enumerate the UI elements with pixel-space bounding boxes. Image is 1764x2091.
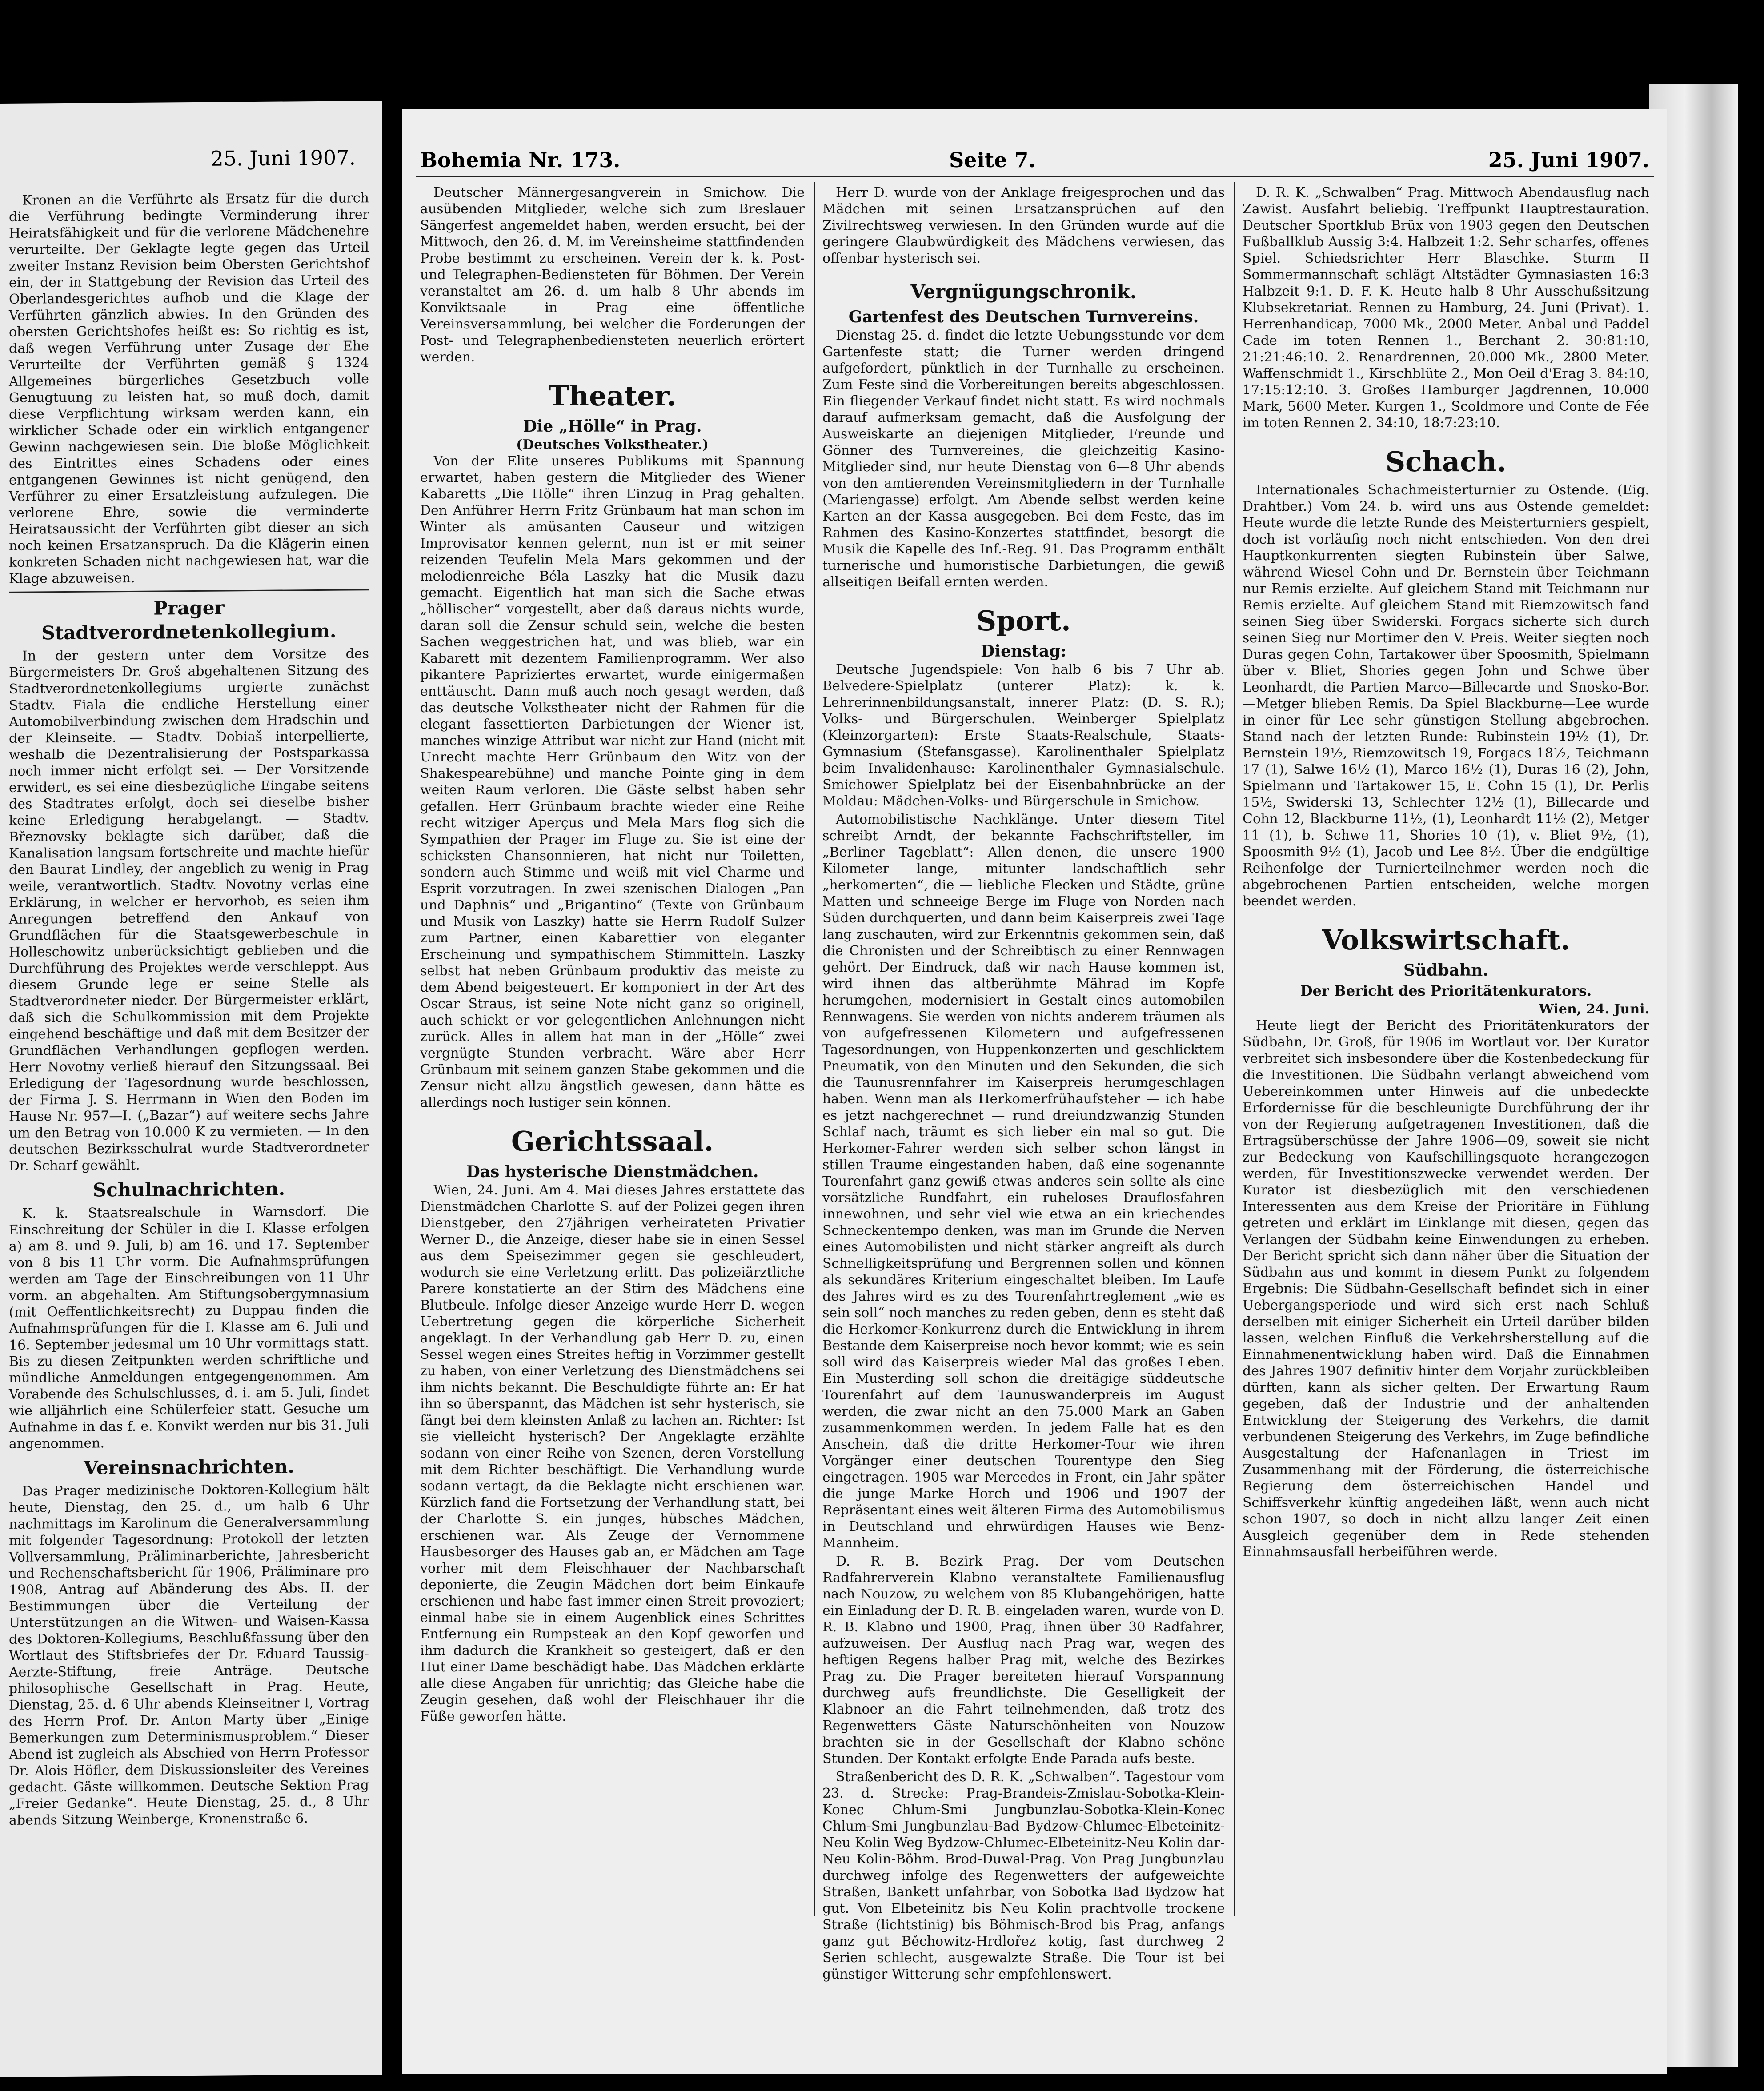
article-text: Internationales Schachmeisterturnier zu Ostende. (Eig. Drahtber.) Vom 24. b. wird uns aus Ostende gemeldet: Heute wurde die letzte Runde des Meisterturniers gespielt, doch ist vorläufig noch nicht entschieden. Von den drei Hauptkonkurrenten siegten Rubinstein über Salwe, während Wiesel Cohn und Dr. Bernstein über Teichmann nur Remis erzielte. Auf gleichem Stand mit Teichmann nur Remis erzielte. Auf gleichem Stand mit Riemzowitsch fand seinen Sieg über Swiderski. Forgacs sicherte sich durch seinen Sieg nur Mortimer den V. Preis. Weiter siegten noch Duras gegen Cohn, Tartakower über Spoosmith, Spielmann über v. Bliet, Shories gegen John und Schwe über Leonhardt, die Partien Marco—Billecarde und Snosko-Bor.—Metger blieben Remis. Da Spiel Blackburne—Lee wurde in einer für Lee sehr günstigen Stellung abgebrochen. Stand nach der letzten Runde: Rubinstein 19½ (1), Dr. Bernstein 19½, Riemzowitsch 19, Forgacs 18½, Teichmann 17 (1), Salwe 16½ (1), Marco 16½ (1), Duras 16 (2), John, Spielmann und Tartakower 15, E. Cohn 15 (1), Dr. Perlis 15½, Swiderski 13, Schlechter 12½ (1), Billecarde und Cohn 12, Blackburne 11½, (1), Leonhardt 11½ (2), Metger 11 (1), b. Schwe 11, Shories 10 (1), v. Bliet 9½, (1), Spoosmith 9½ (1), Jacob und Lee 8½. Über die endgültige Reihenfolge der Turnierteilnehmer werden noch die abgebrochenen Partien entscheiden, welche morgen beendet werden.: [1243, 482, 1649, 909]
article-title: Dienstag:: [981, 642, 1066, 661]
header-rule: [416, 176, 1654, 177]
article-dateline: Wien, 24. Juni.: [1539, 1001, 1649, 1017]
article-title: Die „Hölle“ in Prag.: [523, 417, 702, 436]
column-rule: [814, 182, 815, 1916]
section-heading: Prager Stadtverordnetenkollegium.: [41, 597, 337, 644]
previous-page-date: 25. Juni 1907.: [210, 145, 356, 171]
masthead: Bohemia Nr. 173.: [420, 148, 621, 172]
column-2: [822, 184, 1225, 2051]
column-1: [420, 184, 805, 2051]
page-number: Seite 7.: [949, 148, 1036, 172]
article-text: Dienstag 25. d. findet die letzte Uebungsstunde vor dem Gartenfeste statt; die Turner werden dringend aufgefordert, pünktlich in der Turnhalle zu erscheinen. Zum Feste sind die Vorbereitungen bereits abgeschlossen. Ein fliegender Verkauf findet nicht statt. Es wird nochmals darauf aufmerksam gemacht, daß die Ausfolgung der Ausweiskarte an diejenigen Mitglieder, Freunde und Gönner des Turnvereines, die gleichzeitig Kasino-Mitglieder sind, nur heute Dienstag von 6—8 Uhr abends von den amtierenden Vereinsmitgliedern in der Turnhalle (Mariengasse) erfolgt. Am Abende selbst werden keine Karten an der Kassa ausgegeben. Bei dem Feste, das im Rahmen des Kasino-Konzertes stattfindet, besorgt die Musik die Kapelle des Inf.-Reg. 91. Das Programm enthält turnerische und humoristische Darbietungen, die gewiß allseitigen Beifall ernten werden.: [822, 328, 1225, 590]
section-heading-amusement: Vergnügungschronik.: [910, 281, 1137, 303]
article-text: Straßenbericht des D. R. K. „Schwalben“. Tagestour vom 23. d. Strecke: Prag-Brandeis-Zmislau-Sobotka-Klein-Konec Chlum-Smi Jungbunzlau-Sobotka-Klein-Konec Chlum-Smi Jungbunzlau-Bad Bydzow-Chlumec-Elbeteinitz-Neu Kolin Weg Bydzow-Chlumec-Elbeteinitz-Neu Kolin dar-Neu Kolin-Böhm. Brod-Duwal-Prag. Von Prag Jungbunzlau durchweg infolge des Regenwetters der aufgeweichte Straßen, Bankett unfahrbar, von Sobotka Bad Bydzow hat gut. Von Elbeteinitz bis Neu Kolin prachtvolle trockene Straße (lichtstinig) bis Böhmisch-Brod bis Prag, anfangs ganz gut Běchowitz-Hrdlořez kotig, fast durchweg 2 Serien schlecht, ausgewalzte Straße. Die Tour ist bei günstiger Witterung sehr empfehlenswert.: [822, 1769, 1225, 1982]
section-heading-court: Gerichtssaal.: [511, 1125, 714, 1158]
newspaper-page: [402, 109, 1667, 2074]
divider: [9, 589, 369, 593]
article-title: Gartenfest des Deutschen Turnvereins.: [848, 308, 1199, 326]
article-text: Von der Elite unseres Publikums mit Spannung erwartet, haben gestern die Mitglieder des Wiener Kabaretts „Die Hölle“ ihren Einzug in Prag gehalten. Den Anführer Herrn Fritz Grünbaum hat man schon im Winter als amüsanten Causeur und witzigen Improvisator kennen gelernt, nun ist er mit seiner reizenden Teufelin Mela Mars gekommen und der melodienreiche Béla Laszky hat die Musik dazu gemacht. Eigentlich hat man sich die Sache etwas „höllischer“ vorgestellt, aber daß daraus nichts wurde, daran soll die Zensur schuld sein, welche die besten Sachen weggestrichen hat, und was blieb, war ein Kabarett mit dezentem Familienprogramm. Wer also pikantere Papriziertes erwartet, wurde einigermaßen enttäuscht. Dann muß auch noch gesagt werden, daß das deutsche Volkstheater nicht der Rahmen für die elegant fassettierten Darbietungen der Wiener ist, manches winzige Attribut war nicht zur Hand (nicht mit Unrecht machte Herr Grünbaum den Witz von der Shakespearebühne) und manche Pointe ging in dem weiten Raum verloren. Die Gäste selbst haben sehr gefallen. Herr Grünbaum brachte wieder eine Reihe recht witziger Aperçus und Mela Mars flog sich die Sympathien der Prager im Fluge zu. Sie ist eine der schicksten Chansonnieren, hat nicht nur Toiletten, sondern auch Stimme und weiß mit viel Charme und Esprit vorzutragen. In zwei szenischen Dialogen „Pan und Daphnis“ und „Brigantino“ (Texte von Grünbaum und Musik von Laszky) hatte sie Herrn Rudolf Sulzer zum Partner, einen Kabarettier von eleganter Erscheinung und sympathischem Stimmitteln. Laszky selbst hat neben Grünbaum produktiv das meiste zu dem Abend beigesteuert. Er komponiert in der Art des Oscar Straus, ist seine Note nicht ganz so originell, auch schickt er vor gelegentlichen Anlehnungen nicht zurück. Alles in allem hat man in der „Hölle“ zwei vergnügte Stunden verbracht. Wäre aber Herr Grünbaum mit seinem ganzen Stabe gekommen und die Zensur nicht allzu ängstlich gewesen, dann hätte es allerdings noch lustiger sein können.: [420, 453, 805, 1110]
article-text: Das Prager medizinische Doktoren-Kollegium hält heute, Dienstag, den 25. d., um halb 6 Uhr nachmittags im Karolinum die Generalversammlung mit folgender Tagesordnung: Protokoll der letzten Vollversammlung, Präliminarberichte, Jahresbericht und Rechenschaftsbericht für 1906, Präliminare pro 1908, Antrag auf Abänderung des Abs. II. der Bestimmungen über die Verteilung der Unterstützungen an die Witwen- und Waisen-Kassa des Doktoren-Kollegiums, Beschlußfassung über den Wortlaut des Stiftsbriefes der Dr. Eduard Taussig-Aerzte-Stiftung, freie Anträge. Deutsche philosophische Gesellschaft in Prag. Heute, Dienstag, 25. d. 6 Uhr abends Kleinseitner I, Vortrag des Herrn Prof. Dr. Anton Marty über „Einige Bemerkungen zum Determinismusproblem.“ Dieser Abend ist zugleich als Abschied von Herrn Professor Dr. Alois Höfler, dem Diskussionsleiter des Vereines gedacht. Gäste willkommen. Deutsche Sektion Prag „Freier Gedanke“. Heute Dienstag, 25. d., 8 Uhr abends Sitzung Weinberge, Kronenstraße 6.: [9, 1481, 369, 1828]
column-rule: [1234, 182, 1235, 1916]
section-heading: Schulnachrichten.: [92, 1178, 285, 1201]
previous-page: [0, 101, 382, 2077]
section-heading-theater: Theater.: [548, 380, 677, 412]
article-text: Wien, 24. Juni. Am 4. Mai dieses Jahres erstattete das Dienstmädchen Charlotte S. auf der Polizei gegen ihren Dienstgeber, den 27jährigen verheirateten Privatier Werner D., die Anzeige, dieser habe sie in einen Sessel aus dem Speisezimmer gegen sie geschleudert, wodurch sie eine Verletzung erlitt. Das polizeiärztliche Parere konstatierte an der Stirn des Mädchens eine Blutbeule. Infolge dieser Anzeige wurde Herr D. wegen Uebertretung gegen die körperliche Sicherheit angeklagt. In der Verhandlung gab Herr D. zu, einen Sessel wegen eines Streites heftig in Vorzimmer gestellt zu haben, von einer Verletzung des Dienstmädchens sei ihm nichts bekannt. Die Beschuldigte führte an: Er hat ihn so überspannt, das Mädchen ist sehr hysterisch, sie fängt bei dem kleinsten Anlaß zu lachen an. Richter: Ist sie vielleicht hysterisch? Der Angeklagte erzählte sodann von einer Reihe von Szenen, deren Vorstellung mit dem Richter beschäftigt. Die Verhandlung wurde sodann vertagt, da die Beklagte nicht erschienen war. Kürzlich fand die Fortsetzung der Verhandlung statt, bei der Charlotte S. ein junges, hübsches Mädchen, erschienen war. Als Zeuge der Vernommene Hausbesorger des Hauses gab an, er Mädchen am Tage vorher mit dem Fleischhauer der Nachbarschaft deponierte, die Zeugin Mädchen dort beim Einkaufe erschienen und habe fast immer einen Streit provoziert; einmal habe sie in einem Augenblick eines Schrittes Entfernung ein Rumpsteak an den Kopf geworfen und ihm dadurch die Krankheit so gesteigert, daß er den Hut einer Dame beschädigt habe. Das Mädchen erklärte alle diese Angaben für unrichtig; das Gleiche habe die Zeugin gesehen, daß wohl der Fleischhauer ihr die Füße geworfen hätte.: [420, 1182, 805, 1724]
article-subtitle: Der Bericht des Prioritätenkurators.: [1300, 982, 1592, 999]
previous-page-lead-text: Kronen an die Verführte als Ersatz für die durch die Verführung bedingte Verminderung ihrer Heiratsfähigkeit und für die verlorene Mädchenehre verurteilte. Der Geklagte legte gegen das Urteil zweiter Instanz Revision beim Obersten Gerichtshof ein, der in Stattgebung der Revision das Urteil des Oberlandesgerichtes aufhob und die Klage der Verführten gänzlich abwies. In den Gründen des obersten Gerichtshofes heißt es: So richtig es ist, daß wegen Verführung unter Zusage der Ehe Verurteilte der Verführten gemäß § 1324 Allgemeines bürgerliches Gesetzbuch volle Genugtuung zu leisten hat, so muß doch, damit diese Verpflichtung wirksam werden kann, ein wirklicher Schade oder ein wirklich entgangener Gewinn nachgewiesen sein. Die bloße Möglichkeit des Eintrittes eines Schadens oder eines entgangenen Gewinnes ist nicht genügend, den Verführer zu einer Ersatzleistung aufzulegen. Die verlorene Ehre, sowie die verminderte Heiratsaussicht der Verführten gibt dieser an sich noch keinen Ersatzanspruch. Da die Klägerin einen konkreten Schaden nicht nachgewiesen hat, war die Klage abzuweisen.: [9, 190, 369, 587]
article-text: D. R. B. Bezirk Prag. Der vom Deutschen Radfahrerverein Klabno veranstaltete Familienausflug nach Nouzow, zu welchem von 85 Klubangehörigen, hatte ein Einladung der D. R. B. eingeladen waren, wurde von D. R. B. Klabno und 1900, Prag, ihnen über 30 Radfahrer, aufzuweisen. Der Ausflug nach Prag war, wegen des heftigen Regens halber Prag mit, welche des Bezirkes Prag zu. Die Prager bereiteten hierauf Vorspannung durchweg aufs freundlichste. Die Geselligkeit der Klabnoer an die Fahrt teilnehmenden, daß trotz des Regenwetters Gäste Naturschönheiten von Nouzow brachten sie in der Gesellschaft der Klabno schöne Stunden. Der Kontakt erfolgte Ende Parada aufs beste.: [822, 1554, 1225, 1767]
article-text: Heute liegt der Bericht des Prioritätenkurators der Südbahn, Dr. Groß, für 1906 im Wortlaut vor. Der Kurator verbreitet sich insbesondere über die Kostenbedeckung für die Investitionen. Die Südbahn verlangt abweichend vom Uebereinkommen unter Hinweis auf die unbedeckte Erfordernisse für die beschleunigte Durchführung der ihr von der Regierung aufgetragenen Investitionen, daß die Ertragsüberschüsse der Jahre 1906—09, soweit sie nicht zur Bedeckung von Kaufschillingsquote herangezogen werden, für Investitionszwecke verwendet werden. Der Kurator ist diesbezüglich mit den verschiedenen Interessenten aus dem Kreise der Prioritäre in Fühlung getreten und erklärt im Einklange mit diesen, gegen das Verlangen der Südbahn keine Einwendungen zu erheben. Der Bericht spricht sich dann näher über die Situation der Südbahn aus und kommt in diesem Punkt zu folgendem Ergebnis: Die Südbahn-Gesellschaft befindet sich in einer Uebergangsperiode und wird sich erst nach Schluß derselben mit einiger Sicherheit ein Urteil darüber bilden lassen, welchen Einfluß die Verkehrsherstellung auf die Einnahmenentwicklung haben wird. Daß die Einnahmen des Jahres 1907 definitiv hinter dem Vorjahr zurückbleiben dürften, kann als sicher gelten. Der Erwartung Raum gegeben, daß der Industrie und der anhaltenden Entwicklung der Steigerung des Verkehrs, die damit verbundenen Steigerung des Verkehrs, im Zuge befindliche Ausgestaltung der Hafenanlagen in Triest im Zusammenhang mit der Förderung, die österreichische Regierung dem österreichischen Handel und Schiffsverkehr künftig angedeihen läßt, wenn auch nicht schon 1907, so doch in nicht allzu langer Zeit einen Ausgleich gegenüber dem in Rede stehenden Einnahmsausfall herbeiführen werde.: [1243, 1018, 1649, 1560]
article-venue: (Deutsches Volkstheater.): [516, 437, 709, 453]
article-text: In der gestern unter dem Vorsitze des Bürgermeisters Dr. Groš abgehaltenen Sitzung des Stadtverordnetenkollegiums urgierte zunächst Stadtv. Fiala die endliche Herstellung einer Automobilverbindung zwischen dem Hradschin und der Kleinseite. — Stadtv. Dobiaš interpellierte, weshalb die Dezentralisierung der Postsparkassa noch immer nicht erfolgt sei. — Der Vorsitzende erwidert, es sei eine diesbezügliche Eingabe seitens des Stadtrates erfolgt, doch sei dieselbe bisher keine Erledigung herabgelangt. — Stadtv. Březnovsky beklagte sich darüber, daß die Kanalisation langsam fortschreite und machte hiefür den Baurat Lindley, der angeblich zu wenig in Prag weile, verantwortlich. Stadtv. Novotny verlas eine Erklärung, in welcher er hervorhob, es seien ihm Anregungen betreffend den Ankauf von Grundflächen für die Staatsgewerbeschule in Holleschowitz unberücksichtigt geblieben und die Durchführung des Projektes werde verschleppt. Aus diesem Grunde lege er seine Stelle als Stadtverordneter nieder. Der Bürgermeister erklärt, daß sich die Schulkommission mit dem Projekte eingehend beschäftige und daß mit dem Besitzer der Grundflächen Verhandlungen gepflogen werden. Herr Novotny verließ hierauf den Sitzungssaal. Bei Erledigung der Tagesordnung wurde beschlossen, der Firma J. S. Herrmann in Wien den Boden im Hause Nr. 957—I. („Bazar“) auf weitere sechs Jahre um den Betrag von 10.000 K zu vermieten. — In den deutschen Bezirksschulrat wurde Stadtverordneter Dr. Scharf gewählt.: [9, 646, 369, 1174]
section-heading-sport: Sport.: [976, 605, 1071, 637]
column-3: [1243, 184, 1649, 2051]
issue-date: 25. Juni 1907.: [1488, 148, 1649, 172]
section-heading-chess: Schach.: [1385, 445, 1507, 478]
article-title: Das hysterische Dienstmädchen.: [466, 1162, 759, 1181]
article-text: Automobilistische Nachklänge. Unter diesem Titel schreibt Arndt, der bekannte Fachschriftsteller, im „Berliner Tageblatt“: Allen denen, die unsere 1900 Kilometer lange, mitunter landschaftlich sehr „herkomerten“, die — liebliche Flecken und Städte, grüne Matten und schneeige Berge im Fluge von Norden nach Süden durchquerten, und dann beim Kaiserpreis zwei Tage lang zuschauten, wird zur Erkenntnis gekommen sein, daß die Chronisten und der Schreibtisch zu einer Rennwagen gehört. Der Eindruck, daß wir nach Hause kommen ist, wird ihnen das altberühmte Mährad im Kopfe herumgehen, modernisiert in Gestalt eines automobilen Rennwagens. Sie werden von nichts anderem träumen als von aufgefressenen Kilometern und aufgefressenen Tagesordnungen, von Huppenkonzerten und geschlicktem Pneumatik, von den Minuten und den Sekunden, die sich die Taunusrennfahrer im Kaiserpreis herumgeschlagen haben. Wenn man als Herkomerfrühaufsteher — ich habe es jetzt nachgerechnet — rund dreiundzwanzig Stunden Schlaf nach, träumt es sich lieber ein mal so gut. Die Herkomer-Fahrer werden sich selber schon längst in stillen Traume eingestanden haben, daß eine sogenannte Tourenfahrt ganz gewiß etwas anderes sein sollte als eine vorsätzliche Rundfahrt, ein ruheloses Drauflosfahren innewohnen, und sehr viel wie etwa an ein kriechendes Schneckentempo denken, was man im Grunde die Nerven eines Automobilisten und nicht stärker angreift als durch Schnelligkeitsprüfung und Bergrennen sollen und können als sekundäres Kriterium eingeschaltet bleiben. Im Laufe des Jahres wird es zu des Tourenfahrtreglement „wie es sein soll“ noch manches zu reden geben, denn es steht daß die Herkomer-Konkurrenz durch die Entwicklung in ihrem Bestande dem Kaiserpreise noch bevor kommt; wie es sein soll wird das Kaiserpreis wieder Mal das großes Leben. Ein Musterding soll schon die dreitägige süddeutsche Tourenfahrt auf dem Taunuswanderpreis im August werden, die zwar nicht an den 75.000 Mark an Gaben zusammenkommen werden. In jedem Falle hat es den Anschein, daß die dritte Herkomer-Tour wie ihren Vorgänger einer deutschen Tourentype den Sieg eingetragen. 1905 war Mercedes in Front, ein Jahr später die junge Marke Horch und 1906 und 1907 der Repräsentant eines weit älteren Firma des Automobilismus in Deutschland und ehrwürdigen Hauses wie Benz-Mannheim.: [822, 812, 1225, 1551]
article-text: Deutscher Männergesangverein in Smichow. Die ausübenden Mitglieder, welche sich zum Breslauer Sängerfest angemeldet haben, werden ersucht, bei der Mittwoch, den 26. d. M. im Vereinsheime stattfindenden Probe bestimmt zu erscheinen. Verein der k. k. Post- und Telegraphen-Bediensteten für Böhmen. Der Verein veranstaltet am 26. d. um halb 8 Uhr abends im Konviktsaale in Prag eine öffentliche Vereinsversammlung, bei welcher die Forderungen der Post- und Telegraphenbediensteten neuerlich erörtert werden.: [420, 185, 805, 365]
previous-page-column: [9, 190, 369, 2068]
section-heading: Vereinsnachrichten.: [84, 1455, 294, 1479]
article-text: Herr D. wurde von der Anklage freigesprochen und das Mädchen mit seinen Ersatzansprüchen auf den Zivilrechtsweg verwiesen. In den Gründen wurde auf die geringere Glaubwürdigkeit des Mädchens verwiesen, das offenbar hysterisch sei.: [822, 185, 1225, 266]
section-heading-economy: Volkswirtschaft.: [1322, 924, 1570, 956]
article-text: D. R. K. „Schwalben“ Prag. Mittwoch Abendausflug nach Zawist. Ausfahrt beliebig. Treffpunkt Hauptrestauration. Deutscher Sportklub Brüx von 1903 gegen den Deutschen Fußballklub Aussig 3:4. Halbzeit 1:2. Sehr scharfes, offenes Spiel. Schiedsrichter Herr Blaschke. Sturm II Sommermannschaft schlägt Altstädter Gymnasiasten 16:3 Halbzeit 9:1. D. F. K. Heute halb 8 Uhr Ausschußsitzung Klubsekretariat. Rennen zu Hamburg, 24. Juni (Privat). 1. Herrenhandicap, 7000 Mk., 2000 Meter. Anbal und Paddel Cade im toten Rennen 1., Berchant 2. 30:81:10, 21:21:46:10. 2. Renardrennen, 20.000 Mk., 2800 Meter. Waffenschmidt 1., Kirschblüte 2., Mon Oeil d'Erag 3. 84:10, 17:15:12:10. 3. Großes Hamburger Jagdrennen, 10.000 Mark, 5600 Meter. Kurgen 1., Scoldmore und Conte de Fée im toten Rennen 2. 34:10, 18:7:23:10.: [1243, 185, 1649, 431]
article-text: Deutsche Jugendspiele: Von halb 6 bis 7 Uhr ab. Belvedere-Spielplatz (unterer Platz): k. k. Lehrerinnenbildungsanstalt, innerer Platz: (D. S. R.); Volks- und Bürgerschulen. Weinberger Spielplatz (Kleinzorgarten): Erste Staats-Realschule, Staats-Gymnasium (Stefansgasse). Karolinenthaler Spielplatz beim Invalidenhause: Karolinenthaler Gymnasialschule. Smichower Spielplatz bei der Eisenbahnbrücke an der Moldau: Mädchen-Volks- und Bürgerschule in Smichow.: [822, 662, 1225, 809]
article-text: K. k. Staatsrealschule in Warnsdorf. Die Einschreitung der Schüler in die I. Klasse erfolgen a) am 8. und 9. Juli, b) am 16. und 17. September von 8 bis 11 Uhr vorm. Die Aufnahmsprüfungen werden am Tage der Einschreibungen von 11 Uhr vorm. an abgehalten. Am Stiftungsobergymnasium (mit Oeffentlichkeitsrecht) zu Duppau finden die Aufnahmsprüfungen für die I. Klasse am 6. Juli und 16. September jedesmal um 10 Uhr vormittags statt. Bis zu diesen Zeitpunkten werden schriftliche und mündliche Anmeldungen entgegengenommen. Am Vorabende des Schulschlusses, d. i. am 5. Juli, findet wie alljährlich eine Schülerfeier statt. Gesuche um Aufnahme in das f. e. Konvikt werden nur bis 31. Juli angenommen.: [9, 1203, 369, 1452]
article-title: Südbahn.: [1403, 961, 1488, 980]
